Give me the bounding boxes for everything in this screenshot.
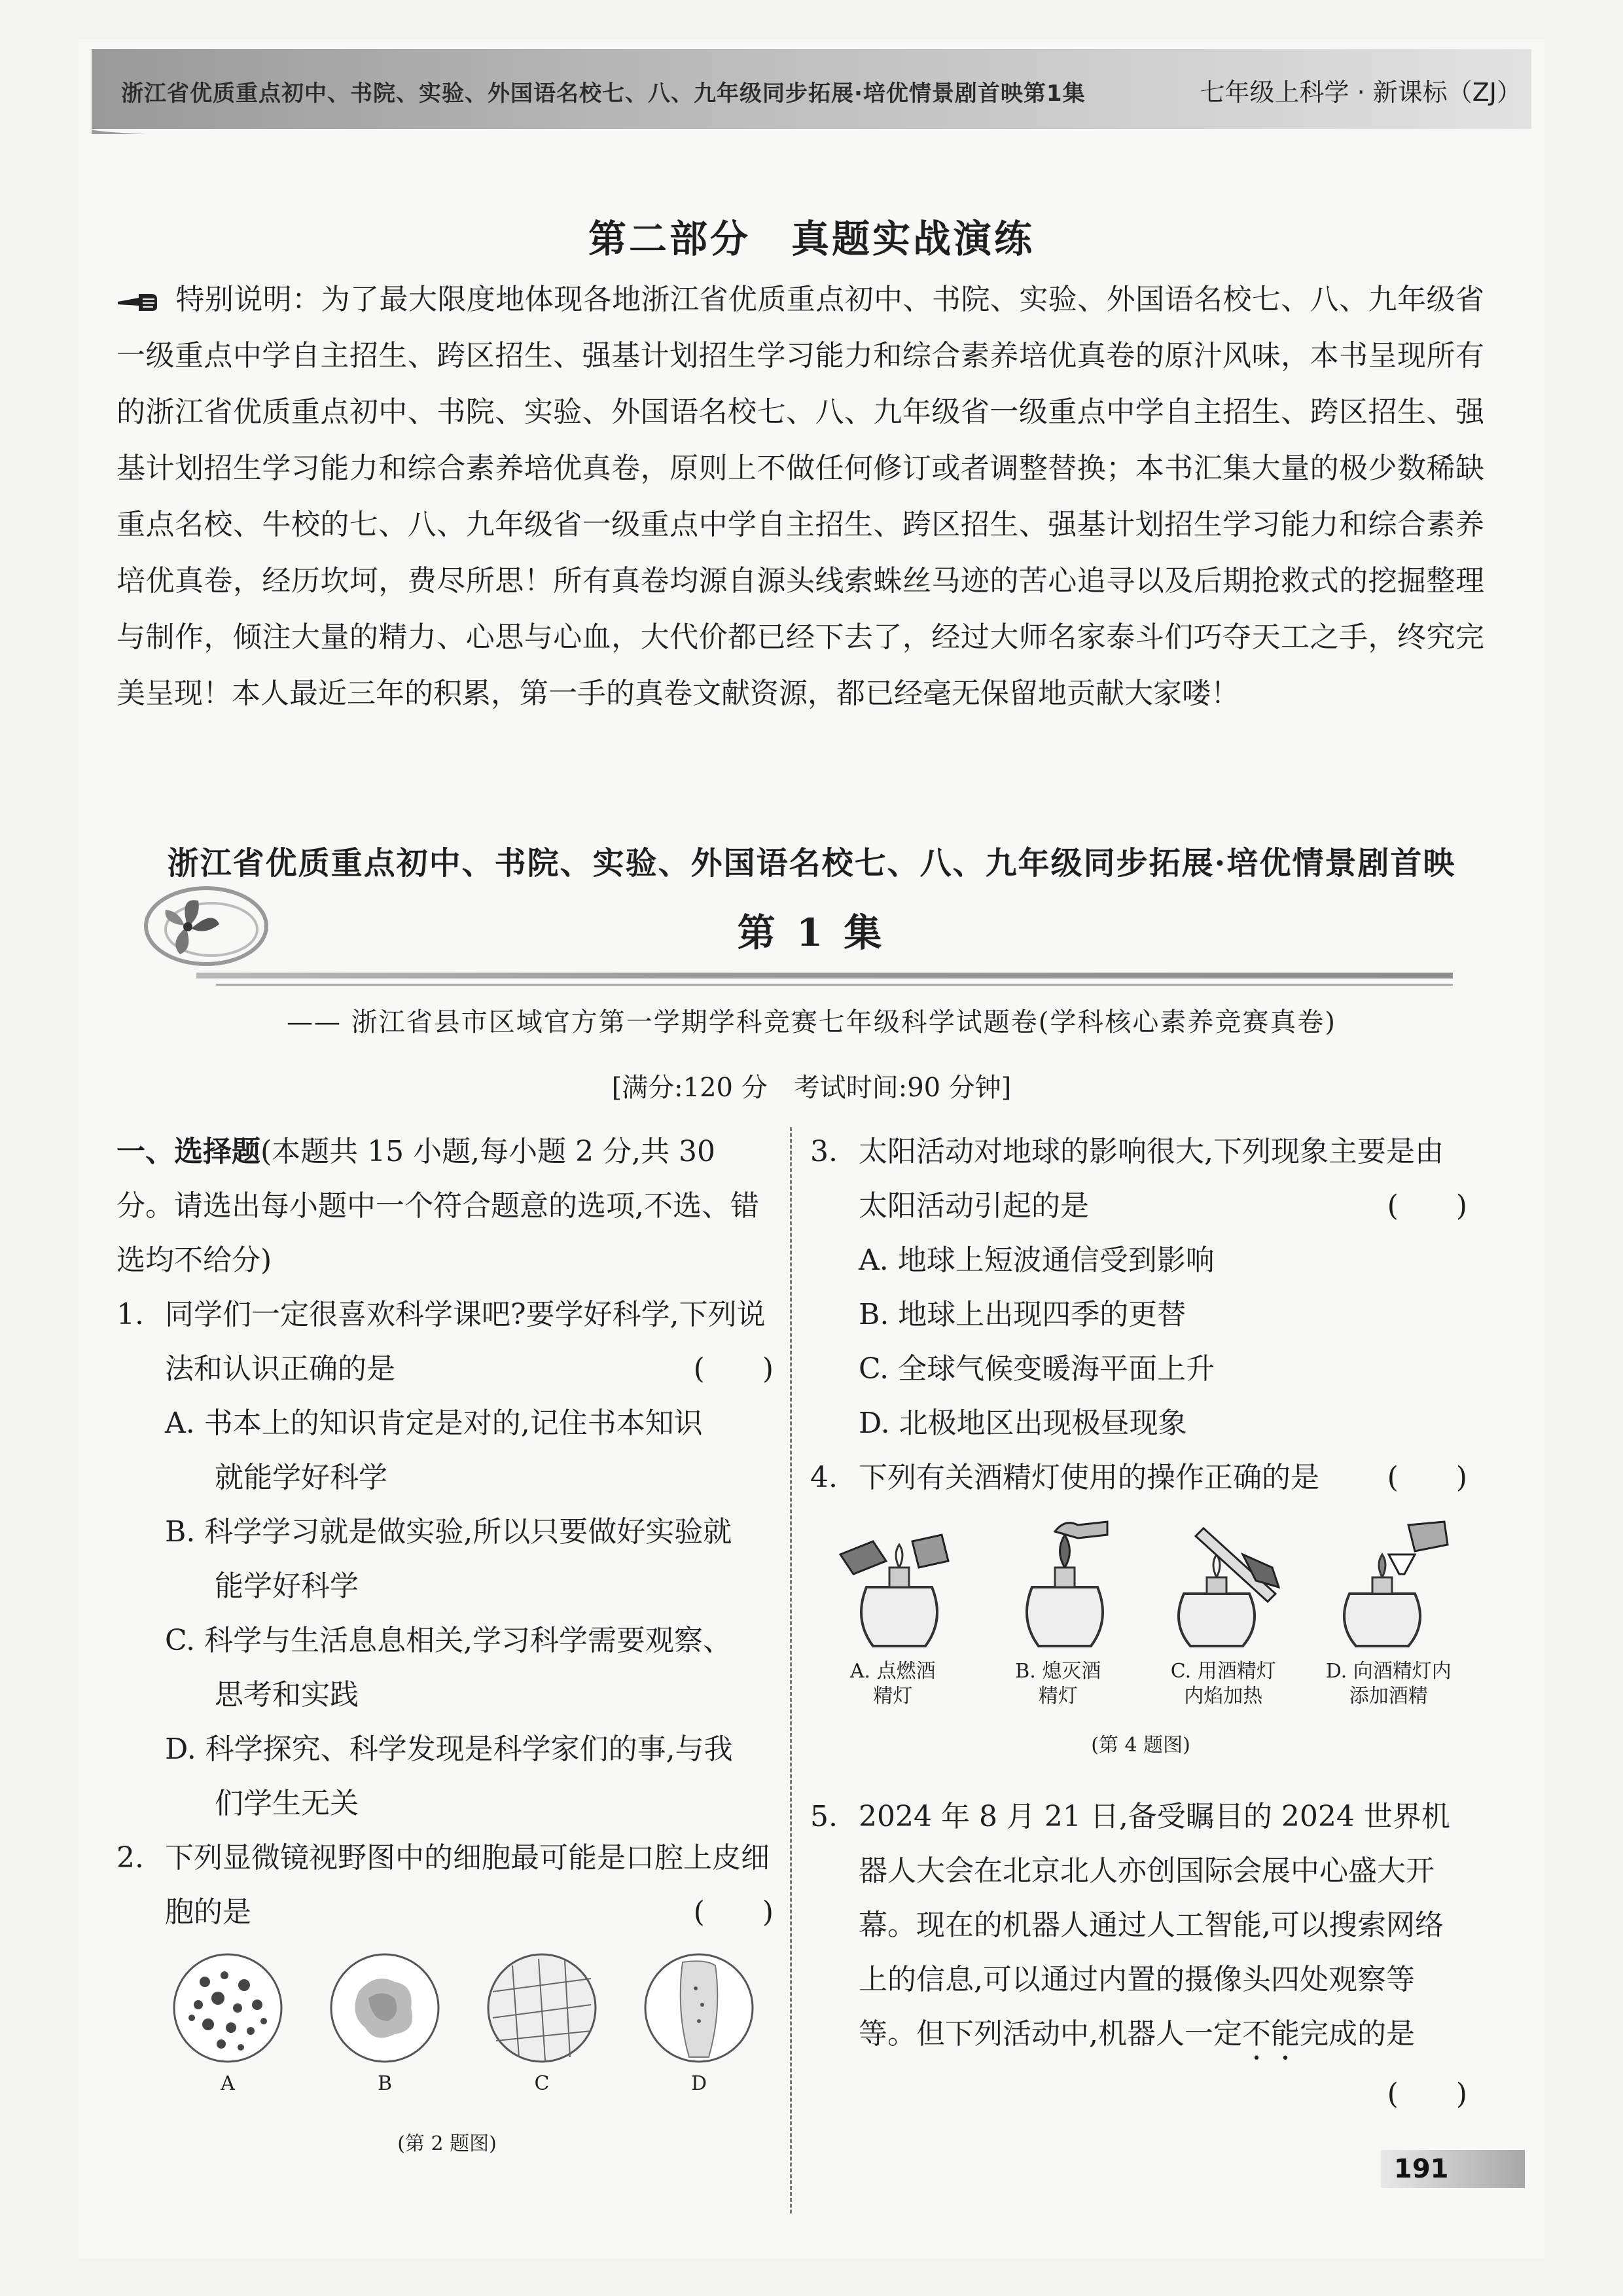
- q3-option-a: A. 地球上短波通信受到影响: [859, 1244, 1215, 1277]
- lamp-option-d: D. 向酒精灯内 添加酒精: [1310, 1515, 1467, 1709]
- q3-option-b: B. 地球上出现四季的更替: [859, 1298, 1186, 1331]
- special-note-text: 特别说明：为了最大限度地体现各地浙江省优质重点初中、书院、实验、外国语名校七、八、九年级省一级重点中学自主招生、跨区招生、强基计划招生学习能力和综合素养培优真卷的原汁风味，本书呈现所有的浙江省优质重点初中、书院、实验、外国语名校七、八、九年级省一级重点中学自主招生、跨区招生、强基计划招生学习能力和综合素养培优真卷，原则上不做任何修订或者调整替换；本书汇集大量的极少数稀缺重点名校、牛校的七、八、九年级省一级重点中学自主招生、跨区招生、强基计划招生学习能力和综合素养培优真卷，经历坎坷，费尽所思！所有真卷均源自源头线索蛛丝马迹的苦心追寻以及后期抢救式的挖掘整理与制作，倾注大量的精力、心思与心血，大代价都已经下去了，经过大师名家泰斗们巧夺天工之手，终究完美呈现！本人最近三年的积累，第一手的真卷文献资源，都已经毫无保留地贡献大家喽！: [116, 283, 1484, 710]
- right-column: [810, 1124, 1471, 2121]
- pointing-hand-icon: [116, 272, 175, 328]
- q1-option-d: D. 科学探究、科学发现是科学家们的事,与我: [165, 1732, 733, 1766]
- answer-bracket: ( ): [1387, 1461, 1467, 1494]
- q2-figure-caption: (第 2 题图): [397, 2132, 497, 2155]
- question-3: 3. 太阳活动对地球的影响很大,下列现象主要是由太阳活动引起的是 ( ): [810, 1124, 1471, 1233]
- question-5-stem: 2024 年 8 月 21 日,备受瞩目的 2024 世界机器人大会在北京北人亦创国际会展中心盛大开幕。现在的机器人通过人工智能,可以搜索网络上的信息,可以通过内置的摄像头四处观察等等。但下列活动中,机器人一定不能完成的是: [859, 1800, 1450, 2051]
- question-4-stem: 下列有关酒精灯使用的操作正确的是: [859, 1461, 1319, 1494]
- question-2-stem: 下列显微镜视野图中的细胞最可能是口腔上皮细胞的是: [165, 1841, 770, 1929]
- divider-thin: [216, 984, 1453, 986]
- answer-bracket: ( ): [693, 1895, 774, 1929]
- exam-score-time: [满分:120 分 考试时间:90 分钟]: [611, 1073, 1012, 1103]
- question-3-stem: 太阳活动对地球的影响很大,下列现象主要是由太阳活动引起的是: [859, 1135, 1444, 1223]
- cell-image-a: A: [172, 1952, 283, 2097]
- q1-option-c-cont: 思考和实践: [215, 1678, 359, 1712]
- section-heading: 一、选择题(本题共 15 小题,每小题 2 分,共 30 分。请选出每小题中一个符合题意的选项,不选、错选均不给分): [116, 1135, 759, 1277]
- episode-number: 第 1 集: [737, 910, 886, 955]
- q1-option-a-cont: 就能学好科学: [215, 1461, 387, 1494]
- answer-bracket: ( ): [693, 1352, 774, 1386]
- q3-option-c: C. 全球气候变暖海平面上升: [859, 1352, 1215, 1386]
- page-number: 191: [1394, 2154, 1449, 2184]
- lamp-option-a: A. 点燃酒 精灯: [814, 1515, 971, 1709]
- q1-option-d-cont: 们学生无关: [215, 1787, 359, 1820]
- question-1-stem: 同学们一定很喜欢科学课吧?要学好科学,下列说法和认识正确的是: [165, 1298, 766, 1386]
- part-title: 第二部分 真题实战演练: [588, 217, 1035, 261]
- cell-image-d: D: [643, 1952, 755, 2097]
- exam-subtitle: —— 浙江省县市区域官方第一学期学科竞赛七年级科学试题卷(学科核心素养竞赛真卷): [287, 1007, 1336, 1037]
- column-divider: [790, 1127, 792, 2214]
- question-2: 2. 下列显微镜视野图中的细胞最可能是口腔上皮细胞的是 ( ): [116, 1831, 777, 1939]
- q1-option-c: C. 科学与生活息息相关,学习科学需要观察、: [165, 1624, 732, 1657]
- divider-thick: [196, 973, 1453, 978]
- q1-option-b: B. 科学学习就是做实验,所以只要做好实验就: [165, 1515, 732, 1549]
- header-subject: 七年级上科学 · 新课标（ZJ）: [1200, 78, 1522, 107]
- episode-series-title: 浙江省优质重点初中、书院、实验、外国语名校七、八、九年级同步拓展·培优情景剧首映: [167, 845, 1456, 882]
- question-5: 5. 2024 年 8 月 21 日,备受瞩目的 2024 世界机器人大会在北京北人亦创国际会展中心盛大开幕。现在的机器人通过人工智能,可以搜索网络上的信息,可以通过内置的摄像头四处观察等等。但下列活动中,机器人一定不能完成的是 ( ): [810, 1789, 1471, 2121]
- answer-bracket: ( ): [1387, 2077, 1467, 2111]
- header-series-title: 浙江省优质重点初中、书院、实验、外国语名校七、八、九年级同步拓展·培优情景剧首映第1集: [121, 81, 1086, 107]
- q2-figure: [149, 1952, 777, 2097]
- question-1: 1. 同学们一定很喜欢科学课吧?要学好科学,下列说法和认识正确的是 ( ): [116, 1287, 777, 1396]
- left-column: [116, 1124, 777, 2171]
- question-4: 4. 下列有关酒精灯使用的操作正确的是 ( ): [810, 1450, 1471, 1505]
- q1-option-b-cont: 能学好科学: [215, 1570, 359, 1603]
- lamp-option-c: C. 用酒精灯 内焰加热: [1145, 1515, 1302, 1709]
- lamp-option-b: B. 熄灭酒 精灯: [980, 1515, 1137, 1709]
- cell-image-c: C: [486, 1952, 597, 2097]
- answer-bracket: ( ): [1387, 1189, 1467, 1223]
- q1-option-a: A. 书本上的知识肯定是对的,记住书本知识: [165, 1407, 703, 1440]
- special-note: [116, 272, 1484, 722]
- q4-figure-caption: (第 4 题图): [1091, 1734, 1190, 1757]
- cell-image-b: B: [329, 1952, 440, 2097]
- q3-option-d: D. 北极地区出现极昼现象: [859, 1407, 1187, 1440]
- q4-figure: [810, 1515, 1471, 1709]
- page-number-tab: [1381, 2150, 1525, 2188]
